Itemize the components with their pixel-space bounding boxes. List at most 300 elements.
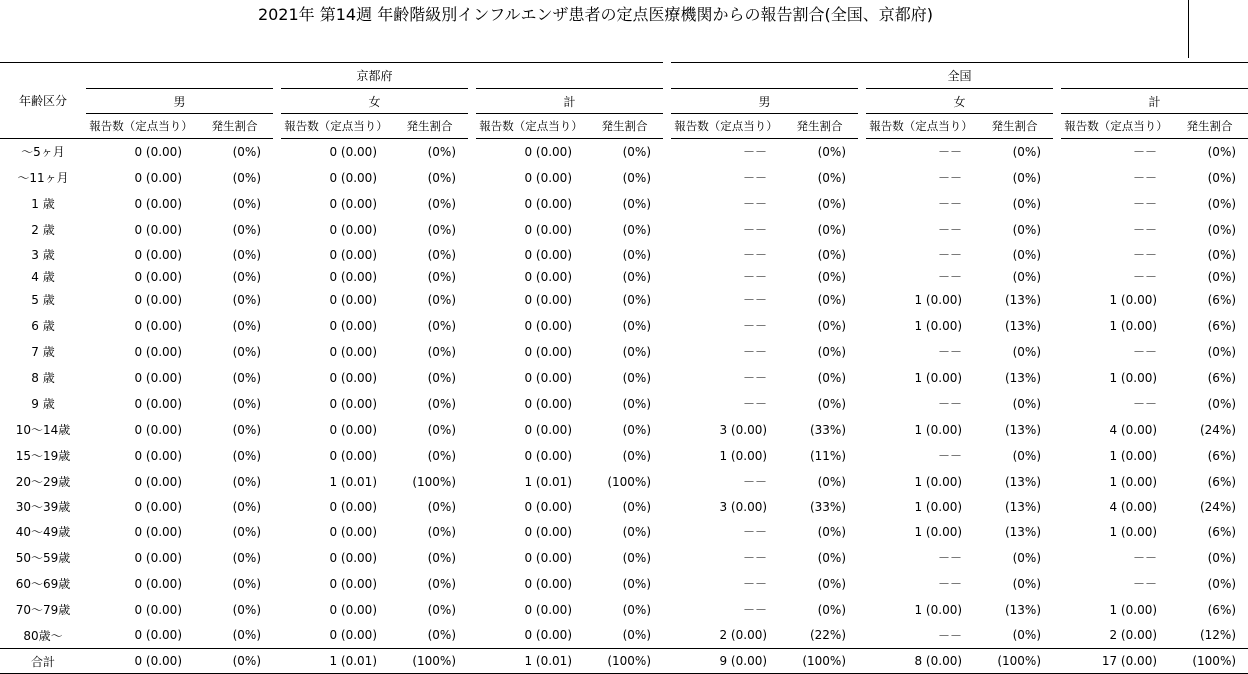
report-count-cell: 0 (0.00) <box>86 139 196 165</box>
cell-gap <box>273 571 281 597</box>
report-count-header: 報告数（定点当り） <box>476 114 586 139</box>
rate-cell: (0%) <box>232 196 261 211</box>
cell-gap <box>468 391 476 417</box>
cell-gap <box>1053 597 1061 623</box>
report-count-cell: 0 (0.00) <box>134 550 182 565</box>
cell-gap <box>468 243 476 267</box>
report-count-cell: 1 (0.00) <box>1109 292 1158 307</box>
report-count-cell: 4 (0.00) <box>1109 422 1158 437</box>
rate-header: 発生割合 <box>391 114 468 139</box>
report-count-cell: 1 (0.00) <box>719 448 768 463</box>
age-cell: 2 歳 <box>31 223 55 237</box>
cell-gap <box>468 313 476 339</box>
rate-cell: (13%) <box>1004 602 1042 617</box>
age-header: 年齢区分 <box>0 63 86 139</box>
report-count-cell: 9 (0.00) <box>671 649 781 674</box>
rate-cell: (0%) <box>232 499 261 514</box>
cell-gap <box>273 287 281 313</box>
table-row <box>0 519 1248 545</box>
report-count-cell: 0 (0.00) <box>524 602 572 617</box>
report-count-cell: 0 (0.00) <box>134 628 182 643</box>
age-cell: 8 歳 <box>31 371 55 385</box>
rate-cell: (0%) <box>427 422 456 437</box>
rate-cell: (0%) <box>817 269 847 284</box>
rate-cell: (100%) <box>391 649 468 674</box>
sex-gap <box>663 89 671 114</box>
rate-cell: (0%) <box>427 269 456 284</box>
report-count-cell: －－ <box>1133 397 1158 411</box>
table-row <box>0 217 1248 243</box>
cell-gap <box>1053 139 1061 165</box>
age-cell: 30～39歳 <box>15 500 71 514</box>
cell-gap <box>273 545 281 571</box>
report-count-cell: 0 (0.00) <box>329 550 377 565</box>
rate-cell: (0%) <box>232 269 261 284</box>
rate-cell: (0%) <box>1207 550 1237 565</box>
cell-gap <box>273 217 281 243</box>
rate-cell: (0%) <box>232 550 261 565</box>
influenza-table <box>0 62 1248 674</box>
report-count-cell: 1 (0.01) <box>476 649 586 674</box>
report-count-cell: －－ <box>938 248 963 262</box>
age-cell: 15～19歳 <box>15 449 71 463</box>
report-count-cell: －－ <box>743 171 768 185</box>
rate-cell: (0%) <box>1207 222 1237 237</box>
rate-cell: (33%) <box>809 422 847 437</box>
report-count-cell: －－ <box>743 397 768 411</box>
rate-cell: (0%) <box>427 318 456 333</box>
sex-header: 女 <box>866 89 1053 114</box>
sub-gap <box>273 114 281 139</box>
age-cell: 9 歳 <box>31 397 55 411</box>
rate-cell: (0%) <box>427 396 456 411</box>
age-cell: 40～49歳 <box>15 525 71 539</box>
rate-cell: (0%) <box>817 344 847 359</box>
report-count-cell: 0 (0.00) <box>134 474 182 489</box>
report-count-cell: 0 (0.00) <box>524 269 572 284</box>
report-count-cell: 1 (0.00) <box>1109 524 1158 539</box>
rate-cell: (0%) <box>1012 550 1042 565</box>
cell-gap <box>468 339 476 365</box>
cell-gap <box>1053 545 1061 571</box>
rate-cell: (100%) <box>1171 649 1248 674</box>
cell-gap <box>468 287 476 313</box>
rate-cell: (0%) <box>622 576 652 591</box>
cell-gap <box>1053 165 1061 191</box>
cell-gap <box>468 267 476 287</box>
rate-cell: (0%) <box>427 628 456 643</box>
age-cell: 3 歳 <box>31 248 55 262</box>
cell-gap <box>663 217 671 243</box>
table-row <box>0 443 1248 469</box>
rate-cell: (0%) <box>427 524 456 539</box>
age-cell: 60～69歳 <box>15 577 71 591</box>
report-count-cell: －－ <box>938 397 963 411</box>
region-header-national: 全国 <box>671 63 1248 89</box>
rate-cell: (0%) <box>232 222 261 237</box>
rate-cell: (0%) <box>427 247 456 262</box>
frame-edge <box>1188 0 1189 58</box>
cell-gap <box>858 443 866 469</box>
cell-gap <box>273 191 281 217</box>
report-count-cell: －－ <box>938 171 963 185</box>
rate-header: 発生割合 <box>586 114 663 139</box>
cell-gap <box>273 597 281 623</box>
rate-cell: (0%) <box>391 139 468 165</box>
report-count-cell: 0 (0.00) <box>134 524 182 539</box>
report-count-cell: 0 (0.00) <box>524 370 572 385</box>
report-count-cell: 0 (0.00) <box>329 222 377 237</box>
cell-gap <box>1053 313 1061 339</box>
report-count-cell: 0 (0.00) <box>524 292 572 307</box>
rate-cell: (6%) <box>1207 474 1237 489</box>
cell-gap <box>663 243 671 267</box>
sex-gap <box>273 89 281 114</box>
age-cell: 4 歳 <box>31 270 55 284</box>
cell-gap <box>273 417 281 443</box>
report-count-cell: －－ <box>938 551 963 565</box>
rate-cell: (0%) <box>976 139 1053 165</box>
table-row <box>0 495 1248 519</box>
table-row <box>0 469 1248 495</box>
cell-gap <box>1053 267 1061 287</box>
report-count-cell: －－ <box>1061 139 1171 165</box>
rate-cell: (0%) <box>232 448 261 463</box>
cell-gap <box>663 443 671 469</box>
rate-cell: (0%) <box>427 222 456 237</box>
report-count-cell: 0 (0.00) <box>134 396 182 411</box>
sub-gap <box>858 114 866 139</box>
sex-header: 女 <box>281 89 468 114</box>
table-row <box>0 339 1248 365</box>
rate-header: 発生割合 <box>781 114 858 139</box>
cell-gap <box>858 313 866 339</box>
report-count-cell: －－ <box>743 577 768 591</box>
report-count-cell: －－ <box>743 270 768 284</box>
rate-cell: (0%) <box>622 602 652 617</box>
rate-cell: (0%) <box>622 170 652 185</box>
report-count-cell: 0 (0.00) <box>524 318 572 333</box>
rate-cell: (0%) <box>1207 196 1237 211</box>
table-row <box>0 267 1248 287</box>
report-count-cell: 0 (0.00) <box>524 628 572 643</box>
report-count-cell: 0 (0.00) <box>329 576 377 591</box>
rate-cell: (0%) <box>232 474 261 489</box>
report-count-cell: 0 (0.00) <box>134 448 182 463</box>
rate-cell: (0%) <box>1012 396 1042 411</box>
cell-gap <box>663 649 671 674</box>
cell-gap <box>1053 365 1061 391</box>
rate-cell: (0%) <box>1207 344 1237 359</box>
rate-cell: (0%) <box>427 292 456 307</box>
report-count-cell: 1 (0.00) <box>914 524 963 539</box>
rate-cell: (0%) <box>817 602 847 617</box>
age-cell: 20～29歳 <box>15 475 71 489</box>
cell-gap <box>1053 623 1061 649</box>
report-count-cell: 0 (0.00) <box>524 422 572 437</box>
cell-gap <box>663 287 671 313</box>
cell-gap <box>858 469 866 495</box>
age-cell: 70～79歳 <box>15 603 71 617</box>
cell-gap <box>468 443 476 469</box>
cell-gap <box>663 597 671 623</box>
cell-gap <box>1053 443 1061 469</box>
report-count-cell: 0 (0.00) <box>329 170 377 185</box>
report-count-cell: 0 (0.00) <box>329 370 377 385</box>
rate-cell: (0%) <box>196 139 273 165</box>
cell-gap <box>1053 339 1061 365</box>
cell-gap <box>1053 571 1061 597</box>
rate-cell: (0%) <box>622 292 652 307</box>
rate-cell: (13%) <box>1004 422 1042 437</box>
report-count-cell: 0 (0.00) <box>524 396 572 411</box>
rate-cell: (0%) <box>817 222 847 237</box>
rate-cell: (6%) <box>1207 448 1237 463</box>
rate-cell: (13%) <box>1004 318 1042 333</box>
rate-cell: (0%) <box>196 649 273 674</box>
report-count-cell: 0 (0.00) <box>134 292 182 307</box>
page-title: 2021年 第14週 年齢階級別インフルエンザ患者の定点医療機関からの報告割合(全国、京都府) <box>257 5 934 24</box>
table-row <box>0 417 1248 443</box>
rate-cell: (0%) <box>817 170 847 185</box>
report-count-cell: 0 (0.00) <box>134 422 182 437</box>
rate-cell: (0%) <box>817 196 847 211</box>
report-count-cell: 0 (0.00) <box>329 196 377 211</box>
rate-cell: (6%) <box>1207 292 1237 307</box>
cell-gap <box>663 519 671 545</box>
cell-gap <box>858 417 866 443</box>
cell-gap <box>468 623 476 649</box>
report-count-cell: 0 (0.00) <box>329 269 377 284</box>
cell-gap <box>468 649 476 674</box>
cell-gap <box>663 313 671 339</box>
rate-cell: (0%) <box>232 628 261 643</box>
report-count-cell: 0 (0.00) <box>329 628 377 643</box>
cell-gap <box>273 243 281 267</box>
rate-cell: (0%) <box>232 576 261 591</box>
report-count-cell: －－ <box>1133 577 1158 591</box>
cell-gap <box>273 519 281 545</box>
rate-cell: (0%) <box>622 550 652 565</box>
rate-cell: (0%) <box>1207 170 1237 185</box>
report-count-cell: 1 (0.00) <box>914 499 963 514</box>
report-count-cell: 1 (0.00) <box>914 370 963 385</box>
report-count-cell: －－ <box>1133 551 1158 565</box>
rate-cell: (0%) <box>1012 170 1042 185</box>
cell-gap <box>858 365 866 391</box>
cell-gap <box>663 545 671 571</box>
rate-cell: (0%) <box>232 318 261 333</box>
rate-header: 発生割合 <box>196 114 273 139</box>
sex-gap <box>858 89 866 114</box>
report-count-header: 報告数（定点当り） <box>281 114 391 139</box>
cell-gap <box>1053 391 1061 417</box>
cell-gap <box>858 243 866 267</box>
cell-gap <box>663 339 671 365</box>
report-count-cell: 0 (0.00) <box>134 247 182 262</box>
report-count-cell: 0 (0.00) <box>524 524 572 539</box>
cell-gap <box>663 417 671 443</box>
rate-cell: (0%) <box>817 396 847 411</box>
report-count-cell: －－ <box>938 270 963 284</box>
rate-cell: (0%) <box>622 318 652 333</box>
rate-cell: (0%) <box>1207 576 1237 591</box>
rate-cell: (0%) <box>781 139 858 165</box>
report-count-cell: －－ <box>743 223 768 237</box>
rate-cell: (13%) <box>1004 474 1042 489</box>
report-count-cell: 0 (0.00) <box>524 170 572 185</box>
report-count-cell: 1 (0.00) <box>1109 448 1158 463</box>
rate-cell: (0%) <box>622 344 652 359</box>
rate-cell: (0%) <box>1012 448 1042 463</box>
rate-cell: (13%) <box>1004 524 1042 539</box>
report-count-cell: －－ <box>743 319 768 333</box>
rate-cell: (0%) <box>1012 628 1042 643</box>
cell-gap <box>858 391 866 417</box>
report-count-cell: 3 (0.00) <box>719 499 768 514</box>
cell-gap <box>858 545 866 571</box>
cell-gap <box>858 623 866 649</box>
sub-gap <box>468 114 476 139</box>
cell-gap <box>858 217 866 243</box>
rate-cell: (100%) <box>412 474 456 489</box>
rate-cell: (0%) <box>427 344 456 359</box>
report-count-cell: －－ <box>743 197 768 211</box>
rate-cell: (22%) <box>809 628 847 643</box>
sex-gap <box>468 89 476 114</box>
sex-header: 男 <box>86 89 273 114</box>
report-count-cell: 1 (0.00) <box>1109 602 1158 617</box>
report-count-cell: 0 (0.00) <box>329 422 377 437</box>
rate-cell: (0%) <box>427 576 456 591</box>
report-count-cell: 0 (0.00) <box>281 139 391 165</box>
report-count-cell: 0 (0.00) <box>329 499 377 514</box>
rate-cell: (6%) <box>1207 602 1237 617</box>
rate-cell: (0%) <box>232 170 261 185</box>
rate-cell: (0%) <box>1012 576 1042 591</box>
table-row <box>0 391 1248 417</box>
rate-cell: (0%) <box>622 499 652 514</box>
report-count-cell: －－ <box>1133 345 1158 359</box>
table-row <box>0 287 1248 313</box>
rate-cell: (0%) <box>817 247 847 262</box>
report-count-cell: 0 (0.00) <box>476 139 586 165</box>
cell-gap <box>273 623 281 649</box>
age-cell: ～5ヶ月 <box>0 139 86 165</box>
sex-header: 計 <box>476 89 663 114</box>
cell-gap <box>858 165 866 191</box>
report-count-cell: 0 (0.00) <box>134 602 182 617</box>
age-cell: 7 歳 <box>31 345 55 359</box>
cell-gap <box>1053 243 1061 267</box>
cell-gap <box>1053 519 1061 545</box>
report-count-cell: 0 (0.00) <box>329 448 377 463</box>
report-count-cell: －－ <box>743 248 768 262</box>
report-count-cell: －－ <box>743 525 768 539</box>
report-count-cell: 0 (0.00) <box>329 602 377 617</box>
report-count-header: 報告数（定点当り） <box>671 114 781 139</box>
cell-gap <box>663 469 671 495</box>
cell-gap <box>468 545 476 571</box>
report-count-cell: 0 (0.00) <box>134 370 182 385</box>
rate-cell: (0%) <box>232 247 261 262</box>
rate-cell: (0%) <box>586 139 663 165</box>
cell-gap <box>858 597 866 623</box>
rate-cell: (0%) <box>427 370 456 385</box>
rate-cell: (0%) <box>232 524 261 539</box>
rate-cell: (0%) <box>427 170 456 185</box>
cell-gap <box>468 469 476 495</box>
report-count-cell: 1 (0.01) <box>329 474 377 489</box>
report-count-cell: 0 (0.00) <box>329 318 377 333</box>
table-row <box>0 365 1248 391</box>
cell-gap <box>1053 495 1061 519</box>
cell-gap <box>858 287 866 313</box>
cell-gap <box>468 417 476 443</box>
cell-gap <box>273 267 281 287</box>
cell-gap <box>663 139 671 165</box>
rate-cell: (6%) <box>1207 370 1237 385</box>
rate-cell: (0%) <box>1012 222 1042 237</box>
cell-gap <box>273 649 281 674</box>
age-cell: 1 歳 <box>31 197 55 211</box>
rate-cell: (0%) <box>427 602 456 617</box>
cell-gap <box>663 267 671 287</box>
report-count-cell: －－ <box>1133 270 1158 284</box>
rate-cell: (0%) <box>622 269 652 284</box>
rate-cell: (0%) <box>817 370 847 385</box>
rate-cell: (6%) <box>1207 524 1237 539</box>
rate-cell: (100%) <box>976 649 1053 674</box>
rate-cell: (0%) <box>232 344 261 359</box>
report-count-header: 報告数（定点当り） <box>1061 114 1171 139</box>
report-count-cell: －－ <box>671 139 781 165</box>
report-count-cell: 0 (0.00) <box>524 196 572 211</box>
report-count-cell: －－ <box>743 371 768 385</box>
cell-gap <box>858 139 866 165</box>
rate-cell: (0%) <box>232 292 261 307</box>
report-count-cell: 0 (0.00) <box>134 344 182 359</box>
report-count-cell: 0 (0.00) <box>524 222 572 237</box>
rate-cell: (0%) <box>622 196 652 211</box>
report-count-cell: －－ <box>938 223 963 237</box>
rate-cell: (0%) <box>427 499 456 514</box>
cell-gap <box>273 495 281 519</box>
region-header-kyoto: 京都府 <box>86 63 663 89</box>
cell-gap <box>273 365 281 391</box>
table-row <box>0 191 1248 217</box>
cell-gap <box>663 165 671 191</box>
report-count-cell: －－ <box>938 577 963 591</box>
sex-gap <box>1053 89 1061 114</box>
cell-gap <box>1053 417 1061 443</box>
table-row <box>0 597 1248 623</box>
rate-cell: (0%) <box>817 524 847 539</box>
rate-cell: (0%) <box>232 422 261 437</box>
table-row <box>0 623 1248 649</box>
cell-gap <box>663 571 671 597</box>
report-count-cell: 2 (0.00) <box>719 628 768 643</box>
report-count-cell: －－ <box>1133 223 1158 237</box>
cell-gap <box>1053 191 1061 217</box>
cell-gap <box>468 165 476 191</box>
table-row <box>0 243 1248 267</box>
rate-cell: (100%) <box>586 649 663 674</box>
rate-cell: (0%) <box>817 576 847 591</box>
report-count-cell: 1 (0.00) <box>914 474 963 489</box>
report-count-cell: 0 (0.00) <box>134 499 182 514</box>
rate-cell: (13%) <box>1004 292 1042 307</box>
